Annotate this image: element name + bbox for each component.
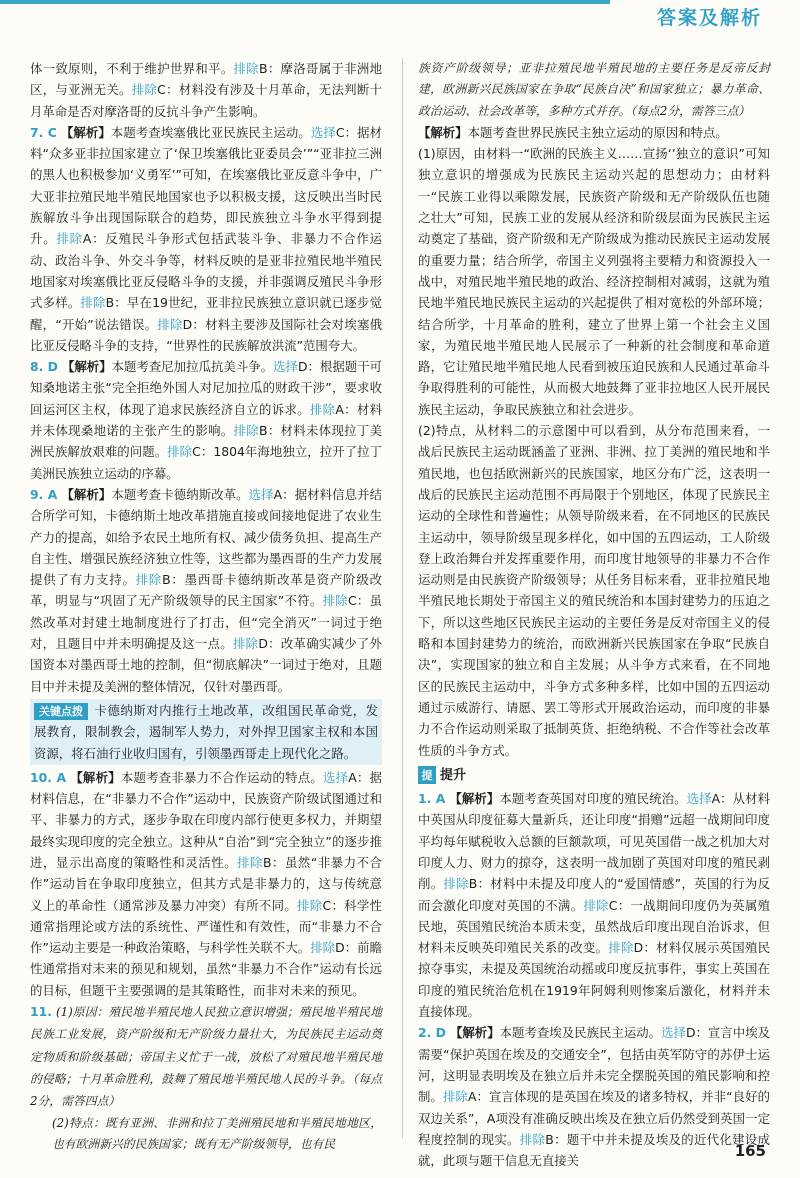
analysis-part1: (1)原因，由材料一“欧洲的民族主义……宣扬‘’独立的意识”可知独立意识的增强成为民族民主运动兴起的思想动力；由材料一“民族工业得以乘隙发展，民族资产阶级和无产阶级队伍也随之壮大”可知，民族工业的发展从经济和阶级层面为民族民主运动奠定了基础，资产阶级和无产阶级成为推动民族民主运动发展的重要力量；结合所学，帝国主义列强将主要精力和资源投入一战中，对殖民地半殖民地的政治、经济控制相对减弱，这就为殖民地半殖民地民族民主运动的兴起提供了相对宽松的外部环境；结合所学，十月革命的胜利，建立了世界上第一个社会主义国家，为殖民地半殖民地人民展示了一种新的社会制度和革命道路，它让殖民地半殖民地人民看到被压迫民族和人民通过革命斗争取得胜利的可能性，从而极大地鼓舞了亚非拉地区人民开展民族民主运动，争取民族独立和社会进步。 (418, 146, 770, 417)
question-11-analysis: 【解析】本题考查世界民族民主独立运动的原因和特点。 (418, 124, 728, 140)
question-11-part2: (2)特点：既有亚洲、非洲和拉丁美洲殖民地和半殖民地地区，也有欧洲新兴的民族国家；既有无产阶级领导，也有民 (52, 1115, 382, 1151)
improve-question-2: 2. D 【解析】本题考查埃及民族民主运动。选择D：宣言中埃及需要“保护英国在埃及的交通安全”，包括由英军防守的苏伊士运河，这明显表明埃及在独立后并未完全摆脱英国的殖民影响和控制。排除A：宣言体现的是英国在埃及的诸多特权，并非“良好的双边关系”，A项没有准确反映出埃及在独立后仍然受到英国一定程度控制的现实。排除B：题干中并未提及埃及的近代化建设成就，此项与题干信息无直接关 (418, 1025, 771, 1169)
page-header (0, 0, 800, 34)
question-11: 11. (1)原因：殖民地半殖民地人民独立意识增强；殖民地半殖民地民族工业发展，资产阶级和无产阶级力量壮大，为民族民主运动奠定物质和阶级基础；帝国主义忙于一战，放松了对殖民地半殖民地的侵略；十月革命胜利，鼓舞了殖民地半殖民地人民的斗争。（每点2分，需答四点） (30, 1004, 382, 1109)
page-number: 165 (734, 1142, 766, 1160)
section-improve (418, 765, 770, 786)
question-8: 8. D 【解析】本题考查尼加拉瓜抗美斗争。选择D：根据题干可知桑地诺主张“完全拒绝外国人对尼加拉瓜的财政干涉”，要求收回运河区主权，体现了追求民族经济自立的诉求。排除A：材料并未体现桑地诺的主张产生的影响。排除B：材料未体现拉丁美洲民族解放艰难的问题。排除C：1804年海地独立，拉开了拉丁美洲民族独立运动的序幕。 (30, 359, 383, 481)
intro-paragraph: 体一致原则，不利于维护世界和平。排除B：摩洛哥属于非洲地区，与亚洲无关。排除C：材料没有涉及十月革命，无法判断十月革命是否对摩洛哥的反抗斗争产生影响。 (30, 61, 383, 119)
column-divider (402, 58, 403, 1138)
question-7: 7. C 【解析】本题考查埃塞俄比亚民族民主运动。选择C：据材料“众多亚非拉国家建立了‘保卫埃塞俄比亚委员会’”“亚非拉三洲的黑人也积极参加‘义勇军’”可知，在埃塞俄比亚反意斗争中，广大亚非拉殖民地半殖民地国家也予以积极支援，这反映出当时民族解放斗争出现国际联合的趋势，即民族独立斗争水平得到提升。排除A：反殖民斗争形式包括武装斗争、非暴力不合作运动、政治斗争、外交斗争等，材料反映的是亚非拉殖民地半殖民地国家对埃塞俄比亚反侵略斗争的支援，并非强调反殖民斗争形式多样。排除B：早在19世纪，亚非拉民族独立意识就已逐步觉醒，“开始”说法错误。排除D：材料主要涉及国际社会对埃塞俄比亚反侵略斗争的支持，“世界性的民族解放洪流”范围夸大。 (30, 124, 383, 353)
improve-question-1: 1. A 【解析】本题考查英国对印度的殖民统治。选择A：从材料中英国从印度征募大量新兵，还让印度“捐赠”远超一战期间印度平均每年赋税收入总额的巨额款项，可见英国借一战之机加大对印度人力、财力的掠夺，这表明一战加剧了英国对印度的殖民剥削。排除B：材料中未提及印度人的“爱国情感”，英国的行为反而会激化印度对英国的不满。排除C：一战期间印度仍为英属殖民地，英国殖民统治本质未变，虽然战后印度出现自治诉求，但材料未反映英印殖民关系的改变。排除D：材料仅展示英国殖民掠夺事实，未提及英国统治动摇或印度反抗事件，事实上英国在印度的殖民统治危机在1919年阿姆利则惨案后激化，材料并未直接体现。 (418, 791, 771, 1020)
header-title: 答案及解析 (656, 7, 762, 29)
question-11-continued: 族资产阶级领导；亚非拉殖民地半殖民地的主要任务是反帝反封建，欧洲新兴民族国家在争取“民族自决”和国家独立；暴力革命、政治运动、社会改革等，多种方式并存。（每点2分，需答三点） (418, 61, 770, 118)
improve-icon: 提 (418, 766, 436, 784)
header-stripe (0, 0, 610, 4)
question-10: 10. A 【解析】本题考查非暴力不合作运动的特点。选择A：据材料信息，在“非暴力不合作”运动中，民族资产阶级试图通过和平、非暴力的方式，逐步争取在印度内部行使更多权力，并期望最终实现印度的完全独立。这种从“自治”到“完全独立”的逐步推进，显示出高度的策略性和灵活性。排除B：虽然“非暴力不合作”运动旨在争取印度独立，但其方式是非暴力的，这与传统意义上的革命性（通常涉及暴力冲突）有所不同。排除C：科学性通常指理论或方法的系统性、严谨性和有效性，而“非暴力不合作”运动主要是一种政治策略，与科学性关联不大。排除D：前瞻性通常指对未来的预见和规划，虽然“非暴力不合作”运动有长远的目标，但题干主要强调的是其策略性，而非对未来的预见。 (30, 769, 383, 998)
left-column (30, 58, 382, 1155)
key-tip-box (30, 699, 382, 765)
right-column (418, 58, 770, 1171)
question-9: 9. A 【解析】本题考查卡德纳斯改革。选择A：据材料信息并结合所学可知，卡德纳斯土地改革措施直接或间接地促进了农业生产力的提高，如给予农民土地所有权、减少债务负担、提高生产自主性、增强民族经济独立性等，这些都为墨西哥的生产力发展提供了有力支持。排除B：墨西哥卡德纳斯改革是资产阶级改革，明显与“巩固了无产阶级领导的民主国家”不符。排除C：虽然改革对封建土地制度进行了打击，但“完全消灭”一词过于绝对，且题目中并未明确提及这一点。排除D：改革确实减少了外国资本对墨西哥土地的控制，但“彻底解决”一词过于绝对，且题目中并未提及美洲的整体情况，仅针对墨西哥。 (30, 486, 383, 694)
key-tip-text: 卡德纳斯对内推行土地改革，改组国民革命党，发展教育，限制教会，遏制军人势力，对外捍卫国家主权和本国资源，将石油行业收归国有，引领墨西哥走上现代化之路。 (34, 702, 378, 761)
section-label: 提升 (440, 767, 467, 783)
key-tip-label: 关键点拨 (34, 703, 88, 720)
analysis-part2: (2)特点，从材料二的示意图中可以看到，从分布范围来看，一战后民族民主运动既涵盖了亚洲、非洲、拉丁美洲的殖民地和半殖民地，也包括欧洲新兴的民族国家，地区分布广泛，这表明一战后的民族民主运动范围不再局限于个别地区，体现了民族民主运动的全球性和普遍性；从领导阶级来看，在不同地区的民族民主运动中，领导阶级呈现多样化，如中国的五四运动，工人阶级登上政治舞台并发挥重要作用，而印度甘地领导的非暴力不合作运动则是由民族资产阶级领导；从任务目标来看，亚非拉殖民地半殖民地长期处于帝国主义的殖民统治和本国封建势力的压迫之下，所以这些地区民族民主运动的主要任务是反对帝国主义的侵略和本国封建势力的统治，而欧洲新兴民族国家在争取“民族自决”，实现国家的独立和自主发展；从斗争方式来看，在不同地区的民族民主运动中，斗争方式多种多样，比如中国的五四运动通过示威游行、请愿、罢工等形式开展政治运动，而印度的非暴力不合作运动则采取了抵制英货、拒绝纳税、不合作等社会改革性质的斗争方式。 (418, 423, 770, 758)
